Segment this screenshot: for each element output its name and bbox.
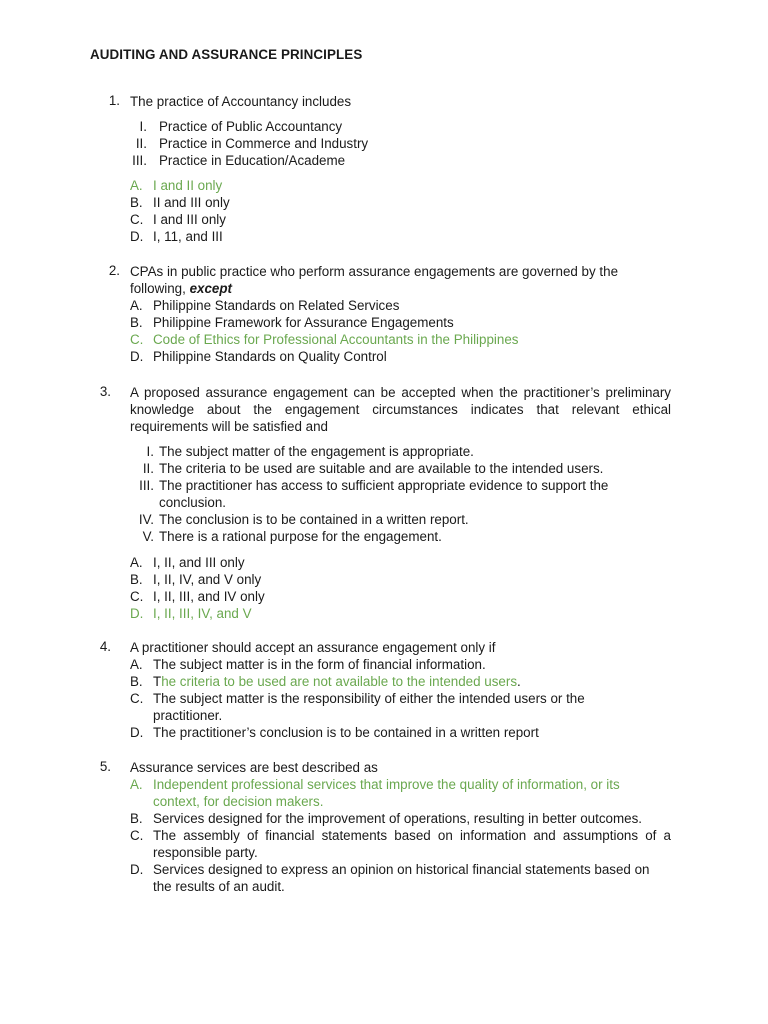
roman-item [0, 460, 768, 477]
q1-options [0, 177, 768, 245]
stem-line: CPAs in public practice who perform assurance engagements are governed by the [130, 264, 619, 279]
roman-text: The subject matter of the engagement is appropriate. [159, 444, 474, 459]
option-text-first-letter: T [153, 674, 162, 689]
option-text: I and III only [153, 212, 226, 227]
option-text: Philippine Standards on Quality Control [153, 349, 387, 364]
stem-text: following, [130, 281, 186, 296]
option-letter: D. [130, 229, 144, 244]
roman-text: The practitioner has access to sufficient appropriate evidence to support the [159, 478, 609, 493]
answer-option [0, 827, 768, 861]
roman-numeral: V. [142, 529, 154, 544]
roman-item [0, 443, 768, 460]
roman-text: The criteria to be used are suitable and are available to the intended users. [159, 461, 604, 476]
answer-option [0, 810, 768, 827]
q1-roman-list [0, 118, 768, 169]
answer-option [0, 588, 768, 605]
roman-numeral: I. [139, 119, 147, 134]
option-letter: D. [130, 606, 144, 621]
option-text: I, II, III, and IV only [153, 589, 265, 604]
answer-option [0, 211, 768, 228]
answer-option-correct [0, 331, 768, 348]
option-text: Code of Ethics for Professional Accountants in the Philippines [153, 332, 519, 347]
answer-option [0, 690, 768, 724]
option-letter: C. [130, 212, 144, 227]
option-letter: A. [130, 178, 143, 193]
answer-option [0, 348, 768, 365]
roman-text: Practice in Education/Academe [159, 153, 346, 168]
question-stem: The practice of Accountancy includes [130, 94, 352, 109]
option-text: II and III only [153, 195, 230, 210]
roman-item-continuation [0, 494, 768, 511]
stem-emphasis: except [189, 281, 232, 296]
option-text: The assembly of financial statements based on information and assumptions of a responsible party. [153, 828, 671, 860]
option-text: The practitioner’s conclusion is to be contained in a written report [153, 725, 539, 740]
answer-option [0, 228, 768, 245]
roman-item [0, 135, 768, 152]
option-text: Philippine Standards on Related Services [153, 298, 400, 313]
answer-option-correct [0, 177, 768, 194]
roman-text: Practice of Public Accountancy [159, 119, 343, 134]
q3-options [0, 554, 768, 622]
roman-numeral: IV. [138, 512, 154, 527]
option-text: I, II, IV, and V only [153, 572, 262, 587]
question-stem: A practitioner should accept an assurance engagement only if [130, 640, 496, 655]
option-text: I and II only [153, 178, 223, 193]
option-text-period: . [517, 674, 521, 689]
option-text: I, 11, and III [153, 229, 223, 244]
roman-numeral: II. [135, 136, 147, 151]
roman-item [0, 528, 768, 545]
option-letter: D. [130, 725, 144, 740]
roman-numeral: III. [139, 478, 154, 493]
option-text: Philippine Framework for Assurance Engagements [153, 315, 454, 330]
question-number: 2. [108, 263, 120, 278]
stem-line [130, 280, 671, 297]
option-letter: B. [130, 315, 143, 330]
option-text: Services designed to express an opinion on historical financial statements based on the results of an audit. [153, 862, 650, 894]
question-stem: Assurance services are best described as [130, 760, 378, 775]
roman-numeral: II. [142, 461, 154, 476]
answer-option [0, 554, 768, 571]
option-text: Services designed for the improvement of operations, resulting in better outcomes. [153, 811, 643, 826]
answer-option [0, 724, 768, 741]
question-number: 3. [99, 384, 111, 399]
option-letter: B. [130, 674, 143, 689]
option-letter: B. [130, 572, 143, 587]
roman-text: Practice in Commerce and Industry [159, 136, 369, 151]
question-stem [130, 263, 671, 297]
answer-option [0, 297, 768, 314]
roman-numeral: I. [146, 444, 154, 459]
answer-option [0, 314, 768, 331]
option-letter: C. [130, 332, 144, 347]
option-letter: A. [130, 777, 143, 792]
option-letter: A. [130, 657, 143, 672]
question-number: 1. [108, 93, 120, 108]
answer-option-correct [0, 673, 768, 690]
option-letter: A. [130, 555, 143, 570]
answer-option-correct [0, 776, 768, 810]
roman-item [0, 511, 768, 528]
option-text-highlighted: he criteria to be used are not available to the intended users [161, 674, 518, 689]
option-letter: A. [130, 298, 143, 313]
option-text [153, 673, 671, 690]
document-title: AUDITING AND ASSURANCE PRINCIPLES [90, 47, 363, 62]
option-text: The subject matter is the responsibility of either the intended users or the practitioner. [153, 691, 585, 723]
option-text: Independent professional services that improve the quality of information, or its context, for decision makers. [153, 777, 620, 809]
roman-text: There is a rational purpose for the engagement. [159, 529, 442, 544]
roman-item [0, 152, 768, 169]
roman-text: The conclusion is to be contained in a written report. [159, 512, 469, 527]
q2-options [0, 297, 768, 365]
q3-roman-list [0, 443, 768, 545]
question-number: 4. [99, 639, 111, 654]
option-letter: B. [130, 811, 143, 826]
option-letter: C. [130, 828, 144, 843]
answer-option-correct [0, 605, 768, 622]
option-text: The subject matter is in the form of financial information. [153, 657, 486, 672]
answer-option [0, 194, 768, 211]
roman-item [0, 118, 768, 135]
question-stem: A proposed assurance engagement can be accepted when the practitioner’s preliminary knowledge about the engagement circumstances indicates that relevant ethical requirements will be satisfied and [130, 385, 671, 434]
option-letter: D. [130, 862, 144, 877]
option-text: I, II, III, IV, and V [153, 606, 252, 621]
roman-numeral: III. [132, 153, 147, 168]
question-number: 5. [99, 759, 111, 774]
roman-text: conclusion. [159, 495, 226, 510]
q5-options [0, 776, 768, 895]
option-letter: D. [130, 349, 144, 364]
answer-option [0, 571, 768, 588]
q4-options [0, 656, 768, 741]
option-letter: C. [130, 589, 144, 604]
option-letter: C. [130, 691, 144, 706]
option-text: I, II, and III only [153, 555, 245, 570]
answer-option [0, 861, 768, 895]
roman-item [0, 477, 768, 494]
answer-option [0, 656, 768, 673]
option-letter: B. [130, 195, 143, 210]
